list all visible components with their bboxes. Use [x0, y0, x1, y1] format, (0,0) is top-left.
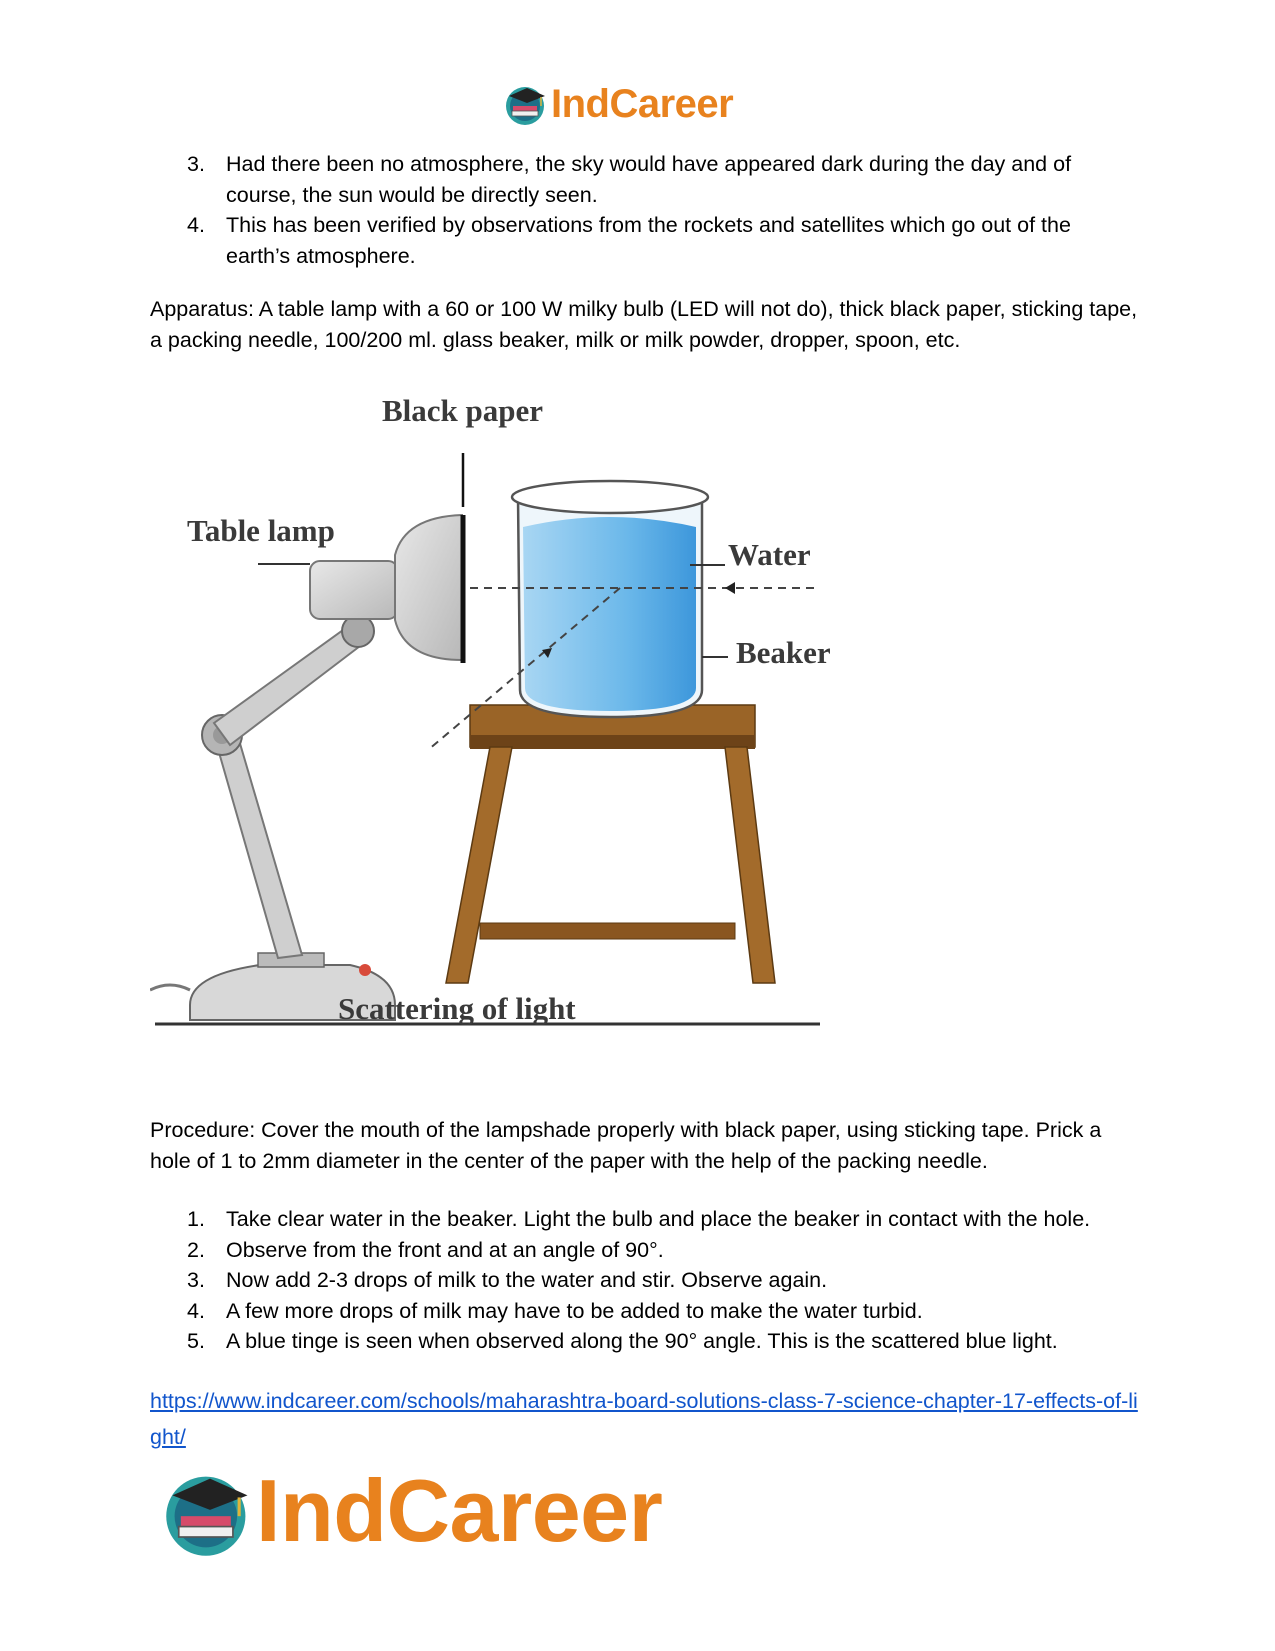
list-item: [150, 149, 1140, 210]
label-black-paper: Black paper: [382, 393, 544, 428]
list-continued: [150, 149, 1140, 271]
graduation-cap-logo-icon: [160, 1465, 260, 1559]
label-table-lamp: Table lamp: [187, 513, 335, 548]
scattering-figure: [150, 393, 890, 1085]
footer-logo: [160, 1463, 700, 1563]
list-number: 2.: [187, 1237, 205, 1262]
lamp-beaker-illustration: [150, 405, 890, 1085]
list-item: [150, 1265, 1140, 1296]
procedure-steps: [150, 1204, 1140, 1357]
list-number: 3.: [187, 1268, 205, 1292]
list-item: [150, 210, 1140, 271]
list-text: A few more drops of milk may have to be added to make the water turbid.: [226, 1298, 923, 1323]
source-link[interactable]: https://www.indcareer.com/schools/maharashtra-board-solutions-class-7-science-chapter-17-effects-of-light/: [150, 1389, 1138, 1449]
list-item: [150, 1296, 1140, 1327]
procedure-paragraph: Procedure: Cover the mouth of the lampshade properly with black paper, using sticking tape. Prick a hole of 1 to 2mm diameter in the center of the paper with the help of the packing needle.: [150, 1118, 1102, 1173]
list-item: [150, 1235, 1140, 1266]
label-water: Water: [728, 537, 811, 572]
list-number: 1.: [187, 1207, 205, 1231]
list-text: Had there been no atmosphere, the sky would have appeared dark during the day and of course, the sun would be directly seen.: [226, 152, 1072, 207]
list-item: [150, 1326, 1140, 1357]
list-number: 4.: [187, 1298, 205, 1323]
graduation-cap-logo-icon: [503, 82, 551, 126]
list-number: 4.: [187, 213, 205, 237]
list-item: [150, 1204, 1140, 1235]
header-logo: [503, 80, 763, 128]
label-beaker: Beaker: [736, 635, 831, 670]
list-text: This has been verified by observations from the rockets and satellites which go out of the earth’s atmosphere.: [226, 213, 1071, 268]
list-number: 5.: [187, 1329, 205, 1353]
list-text: Observe from the front and at an angle of 90°.: [226, 1237, 664, 1262]
figure-caption: Scattering of light: [338, 991, 576, 1026]
list-text: Now add 2-3 drops of milk to the water and stir. Observe again.: [226, 1268, 828, 1292]
list-text: Take clear water in the beaker. Light the bulb and place the beaker in contact with the hole.: [226, 1207, 1091, 1231]
list-number: 3.: [187, 152, 205, 176]
logo-text: IndCareer: [551, 82, 734, 126]
logo-text: IndCareer: [256, 1461, 663, 1560]
apparatus-paragraph: Apparatus: A table lamp with a 60 or 100 W milky bulb (LED will not do), thick black paper, sticking tape, a packing needle, 100/200 ml. glass beaker, milk or milk powder, dropper, spoon, etc.: [150, 297, 1138, 352]
list-text: A blue tinge is seen when observed along the 90° angle. This is the scattered blue light.: [226, 1329, 1058, 1353]
